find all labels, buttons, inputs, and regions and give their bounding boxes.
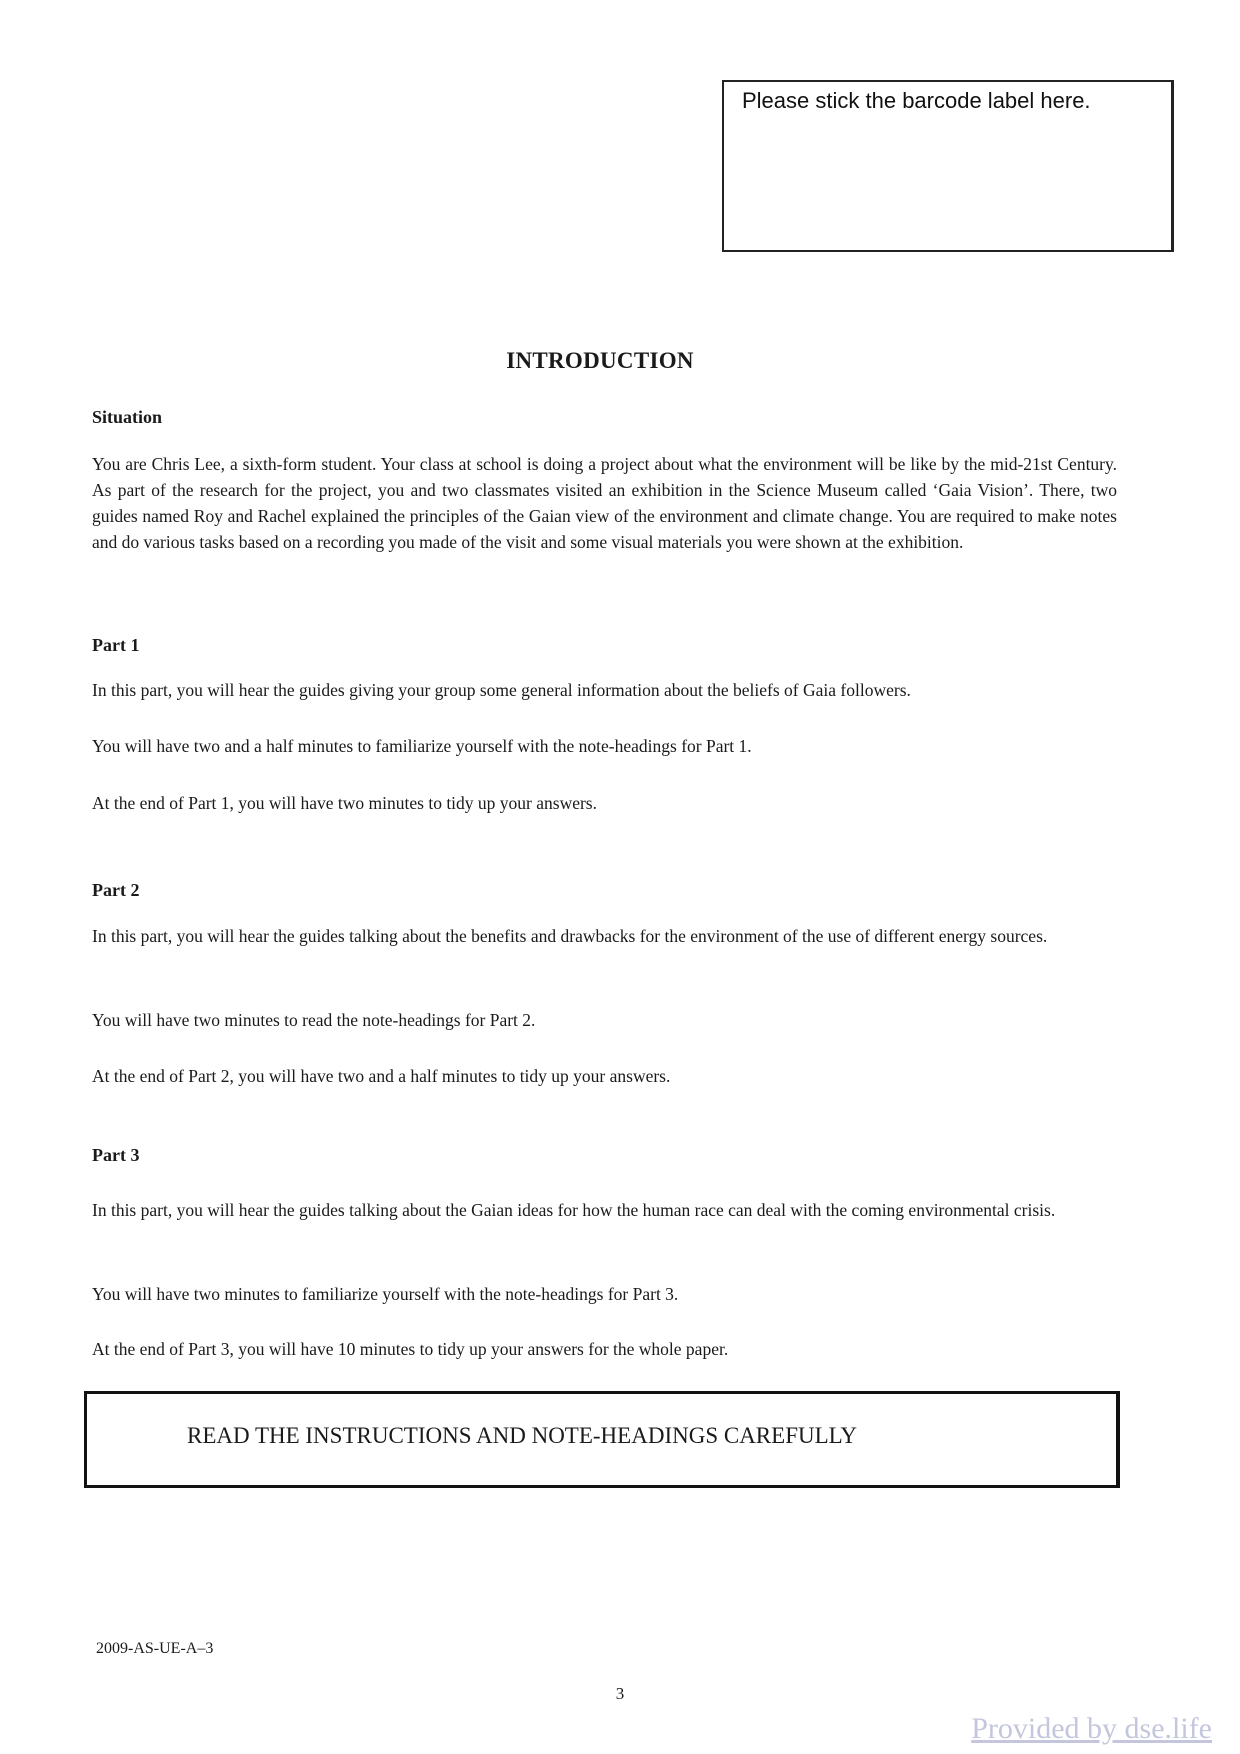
part-2-paragraph-2: You will have two minutes to read the note-headings for Part 2. (92, 1010, 536, 1030)
part-2-paragraph-1: In this part, you will hear the guides talking about the benefits and drawbacks for the environment of the use of different energy sources. (92, 926, 1048, 946)
part-3-paragraph-2: You will have two minutes to familiarize yourself with the note-headings for Part 3. (92, 1284, 679, 1304)
notice-box (84, 1391, 1120, 1488)
part-2-paragraph-3: At the end of Part 2, you will have two and a half minutes to tidy up your answers. (92, 1066, 671, 1086)
notice-text: READ THE INSTRUCTIONS AND NOTE-HEADINGS CAREFULLY (187, 1423, 858, 1448)
watermark-link[interactable]: Provided by dse.life (971, 1712, 1212, 1745)
page-title: INTRODUCTION (506, 348, 694, 373)
barcode-label-box (722, 80, 1174, 252)
part-1-heading: Part 1 (92, 635, 140, 655)
situation-paragraph: You are Chris Lee, a sixth-form student. Your class at school is doing a project about what the environment will be like by the mid-21st Century. As part of the research for the project, you and two classmates visited an exhibition in the Science Museum called ‘Gaia Vision’. There, two guides named Roy and Rachel explained the principles of the Gaian view of the environment and climate change. You are required to make notes and do various tasks based on a recording you made of the visit and some visual materials you were shown at the exhibition. (92, 454, 1117, 552)
situation-heading: Situation (92, 407, 163, 427)
part-1-paragraph-3: At the end of Part 1, you will have two minutes to tidy up your answers. (92, 793, 597, 813)
part-3-heading: Part 3 (92, 1145, 140, 1165)
part-1-paragraph-2: You will have two and a half minutes to familiarize yourself with the note-headings for Part 1. (92, 736, 752, 756)
part-3-paragraph-1: In this part, you will hear the guides talking about the Gaian ideas for how the human race can deal with the coming environmental crisis. (92, 1200, 1056, 1220)
part-1-paragraph-1: In this part, you will hear the guides giving your group some general information about the beliefs of Gaia followers. (92, 680, 911, 700)
part-2-heading: Part 2 (92, 880, 140, 900)
page-number: 3 (615, 1684, 625, 1703)
part-3-paragraph-3: At the end of Part 3, you will have 10 minutes to tidy up your answers for the whole paper. (92, 1339, 729, 1359)
paper-code: 2009-AS-UE-A–3 (96, 1640, 214, 1657)
barcode-label-text: Please stick the barcode label here. (742, 88, 1091, 113)
